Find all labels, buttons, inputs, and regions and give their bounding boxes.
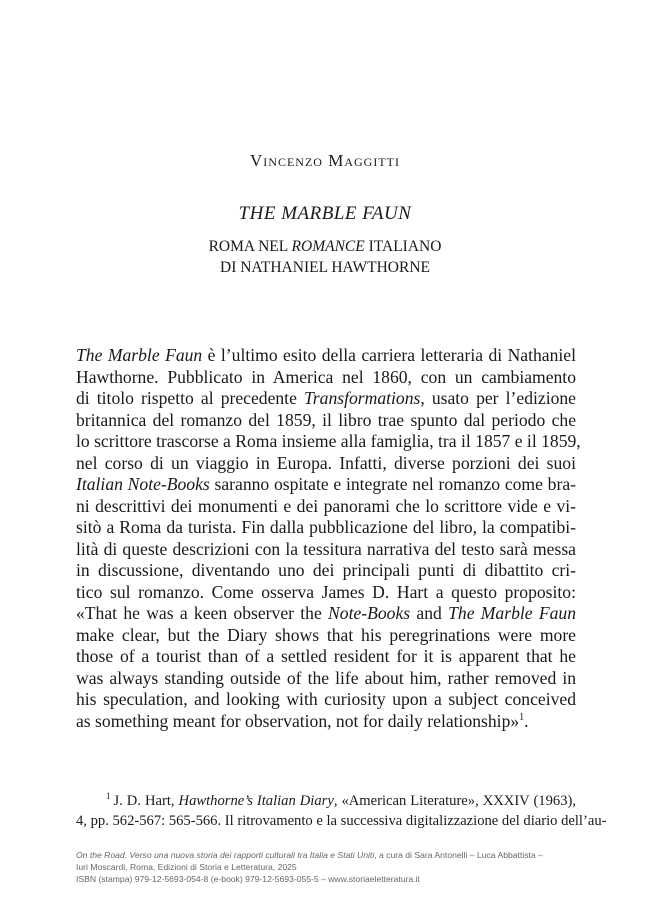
body-line: those of a tourist than of a settled resident for it is apparent that he — [76, 646, 576, 666]
body-line: in discussione, diventando uno dei principali punti di dibattito cri- — [76, 560, 576, 580]
subtitle-text: ROMA NEL — [208, 238, 292, 255]
italic-title: The Marble Faun — [448, 603, 576, 623]
body-text: and — [410, 603, 449, 623]
body-paragraph — [76, 345, 581, 732]
body-line — [76, 345, 576, 367]
body-text: di titolo rispetto al precedente — [76, 388, 304, 408]
body-line: make clear, but the Diary shows that his peregrinations were more — [76, 624, 576, 645]
italic-title: Note-Books — [328, 603, 411, 623]
italic-title: Italian Note-Books — [76, 474, 210, 494]
credits-line — [76, 849, 576, 861]
footnote-line — [76, 791, 576, 811]
footnote-italic: Hawthorne’s Italian Diary — [178, 793, 334, 809]
body-line: nel corso di un viaggio in Europa. Infatti, diverse porzioni dei suoi — [76, 452, 576, 473]
body-line: sitò a Roma da turista. Fin dalla pubblicazione del libro, la compatibi- — [76, 517, 576, 537]
body-line: his speculation, and looking with curiosity upon a subject conceived — [76, 689, 576, 709]
footnote-text: J. D. Hart, — [113, 793, 179, 809]
italic-title: Transformations — [303, 388, 421, 408]
body-text: as something meant for observation, not for daily relationship» — [76, 710, 520, 731]
body-text: , usato per l’edizione — [420, 388, 576, 408]
body-line: ni descrittivi dei monumenti e dei panorami che lo scrittore vide e vi- — [76, 495, 576, 516]
body-text: «That he was a keen observer the — [76, 603, 329, 623]
footnote — [76, 791, 607, 831]
body-line — [76, 474, 576, 496]
body-line: tico sul romanzo. Come osserva James D. Hart a questo proposito: — [76, 581, 576, 602]
chapter-title: THE MARBLE FAUN — [238, 203, 412, 224]
footnote-number: 1 — [106, 791, 111, 802]
italic-title: The Marble Faun — [76, 345, 203, 365]
body-text: saranno ospitate e integrate nel romanzo come bra- — [209, 474, 576, 494]
chapter-subtitle — [0, 236, 650, 278]
subtitle-text: ITALIANO — [364, 238, 442, 255]
body-line: was always standing outside of the life about him, rather removed in — [76, 667, 576, 688]
subtitle-line-1 — [0, 236, 650, 257]
subtitle-italic-text: ROMANCE — [291, 238, 365, 255]
footnote-reference[interactable]: 1 — [519, 711, 525, 723]
credits-text: , a cura di Sara Antonelli – Luca Abbattista – — [374, 850, 543, 860]
credits-italic: On the Road. Verso una nuova storia dei rapporti culturali tra Italia e Stati Uniti — [76, 850, 375, 860]
body-line: lità di queste descrizioni con la tessitura narrativa del testo sarà messa — [76, 538, 576, 559]
subtitle-line-2: DI NATHANIEL HAWTHORNE — [220, 259, 430, 276]
publication-credits — [76, 849, 576, 885]
body-line — [76, 388, 576, 410]
footnote-text: , «American Literature», XXXIV (1963), — [333, 793, 576, 809]
body-line: lo scrittore trascorse a Roma insieme alla famiglia, tra il 1857 e il 1859, — [76, 431, 581, 451]
author-name: Vincenzo Maggitti — [250, 151, 400, 170]
body-line: Hawthorne. Pubblicato in America nel 1860, con un cambiamento — [76, 366, 576, 387]
credits-line: ISBN (stampa) 979-12-5693-054-8 (e-book) 979-12-5693-055-5 – www.storiaeletteratura.it — [76, 874, 420, 884]
body-text: è l’ultimo esito della carriera letteraria di Nathaniel — [202, 345, 576, 365]
footnote-line: 4, pp. 562-567: 565-566. Il ritrovamento e la successiva digitalizzazione del diario dell’au- — [76, 813, 607, 829]
body-line — [76, 603, 576, 625]
body-line: britannica del romanzo del 1859, il libro trae spunto dal periodo che — [76, 409, 576, 430]
credits-line: Iuri Moscardi, Roma, Edizioni di Storia e Letteratura, 2025 — [76, 862, 297, 872]
body-line — [76, 711, 576, 733]
body-text: . — [524, 710, 529, 731]
